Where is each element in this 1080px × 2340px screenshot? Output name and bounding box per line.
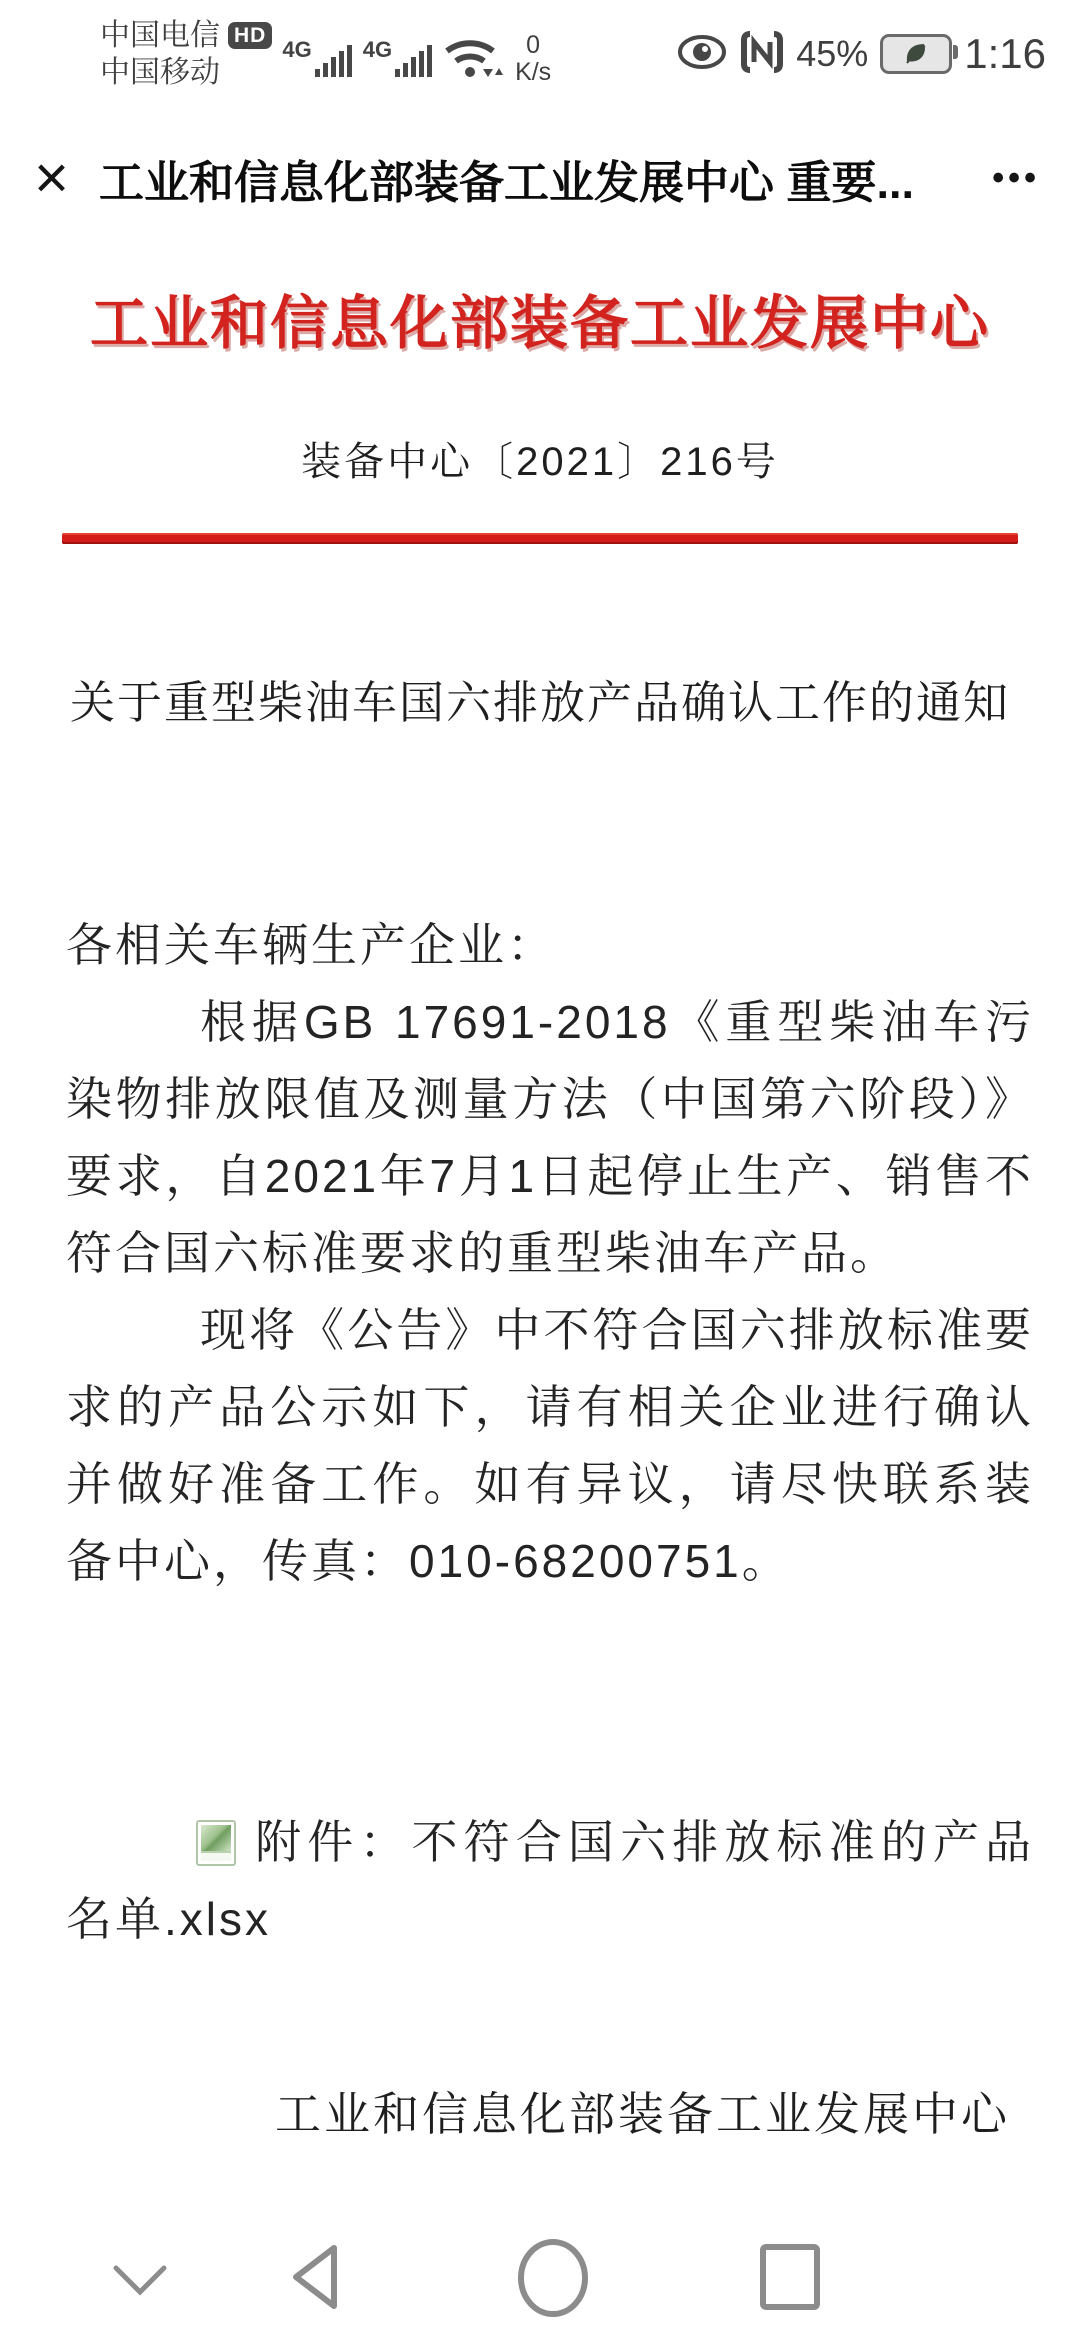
home-circle-icon[interactable]: [515, 2238, 591, 2318]
battery-percent: 45%: [796, 33, 869, 74]
status-bar: [0, 6, 1080, 102]
salutation: 各相关车辆生产企业：: [66, 919, 556, 971]
carrier-labels: [100, 17, 272, 91]
eye-comfort-icon: [676, 34, 728, 75]
android-nav-bar: [0, 2212, 1080, 2340]
attachment-link[interactable]: [66, 1804, 1034, 1958]
document-number: 装备中心〔2021〕216号: [301, 440, 779, 484]
wifi-icon: [443, 35, 505, 86]
status-left: [100, 17, 551, 91]
signal-bars-icon: 4G: [363, 43, 433, 79]
org-letterhead-title: 工业和信息化部装备工业发展中心: [89, 291, 990, 356]
excel-file-icon: [196, 1820, 236, 1866]
hd-badge: HD: [228, 22, 272, 49]
chevron-down-icon[interactable]: [108, 2260, 172, 2300]
more-menu-icon[interactable]: •••: [992, 158, 1040, 197]
recents-square-icon[interactable]: [758, 2242, 822, 2312]
attachment-label: 附件：不符合国六排放标准的产品名单.xlsx: [66, 1816, 1034, 1945]
signature-org: 工业和信息化部装备工业发展中心: [275, 2088, 1010, 2140]
clock: 1:16: [964, 30, 1046, 77]
signal-bars-icon: 4G: [282, 43, 352, 79]
page-title: 工业和信息化部装备工业发展中心 重要...: [99, 156, 915, 208]
notice-title: 关于重型柴油车国六排放产品确认工作的通知: [69, 677, 1010, 728]
document-body: [0, 230, 1080, 2266]
carrier-2-label: 中国移动: [100, 56, 220, 89]
webview-navbar: [0, 130, 1080, 226]
letterhead-divider: [62, 533, 1018, 544]
paragraph-2: 现将《公告》中不符合国六排放标准要求的产品公示如下，请有相关企业进行确认并做好准备工作。如有异议，请尽快联系装备中心，传真：010-68200751。: [66, 1304, 1034, 1587]
carrier-1-label: 中国电信: [100, 19, 220, 52]
status-right: [676, 30, 1046, 79]
nfc-icon: [740, 30, 784, 79]
battery-saver-icon: [880, 34, 952, 74]
back-triangle-icon[interactable]: [288, 2242, 346, 2312]
network-speed: 0 K/s: [515, 31, 552, 86]
paragraph-1: 根据GB 17691-2018《重型柴油车污染物排放限值及测量方法（中国第六阶段）》要求，自2021年7月1日起停止生产、销售不符合国六标准要求的重型柴油车产品。: [66, 996, 1034, 1279]
close-icon[interactable]: ×: [34, 144, 70, 211]
notice-text: [66, 907, 1034, 1600]
